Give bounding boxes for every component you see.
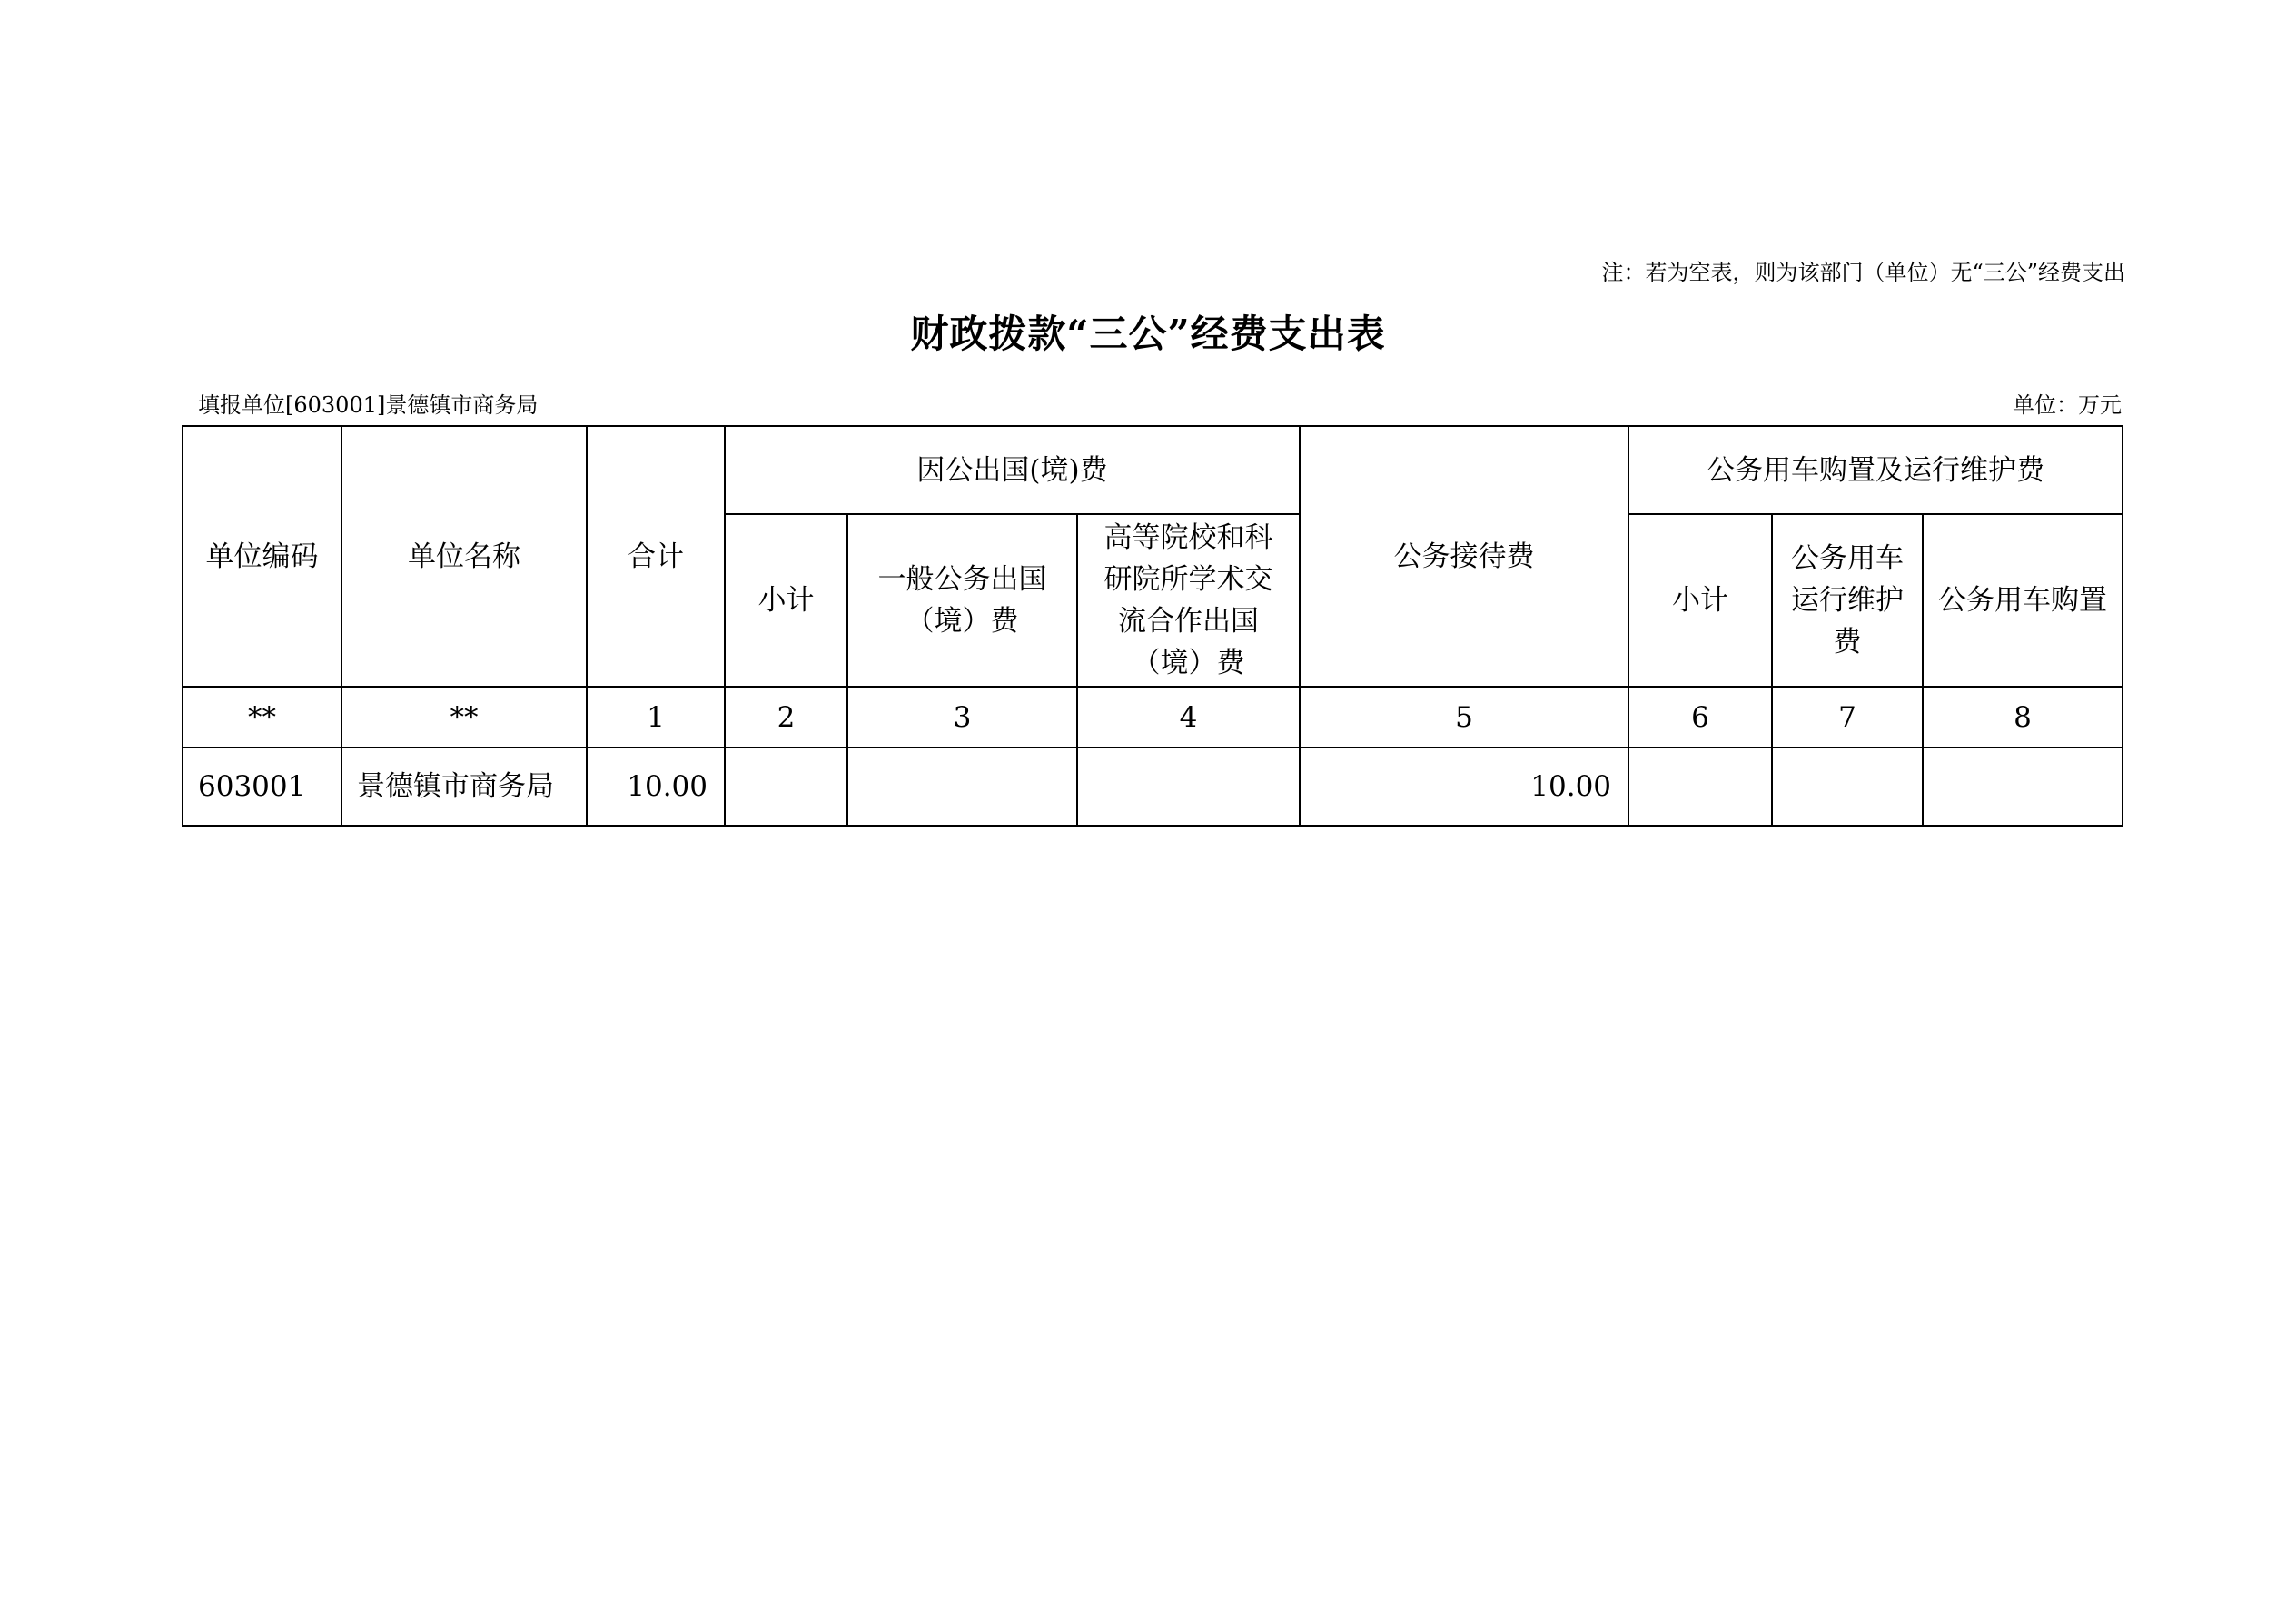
header-total: 合计: [587, 426, 725, 687]
index-cell: 3: [847, 687, 1077, 748]
header-abroad-subtotal: 小计: [725, 514, 847, 687]
index-cell: 5: [1300, 687, 1628, 748]
cell-total: 10.00: [587, 748, 725, 826]
cell-code: 603001: [183, 748, 341, 826]
expense-table: [182, 425, 2123, 827]
cell-reception: 10.00: [1300, 748, 1628, 826]
header-reception: 公务接待费: [1300, 426, 1628, 687]
cell-abroad-general: [847, 748, 1077, 826]
header-name: 单位名称: [341, 426, 587, 687]
index-cell: 7: [1772, 687, 1923, 748]
table-row: [183, 748, 2123, 826]
filling-unit: 填报单位[603001]景德镇市商务局: [198, 392, 539, 418]
index-cell: 2: [725, 687, 847, 748]
header-vehicle-subtotal: 小计: [1628, 514, 1772, 687]
empty-table-note: 注：若为空表，则为该部门（单位）无“三公”经费支出: [1601, 260, 2125, 285]
cell-vehicle-subtotal: [1628, 748, 1772, 826]
header-abroad-academic: 高等院校和科 研院所学术交 流合作出国 （境）费: [1077, 514, 1300, 687]
index-cell: 4: [1077, 687, 1300, 748]
header-vehicle-group: 公务用车购置及运行维护费: [1628, 426, 2123, 514]
header-abroad-group: 因公出国(境)费: [725, 426, 1300, 514]
header-row-1: [183, 426, 2123, 514]
page-title: 财政拨款“三公”经费支出表: [910, 312, 1386, 356]
index-row: [183, 687, 2123, 748]
cell-abroad-subtotal: [725, 748, 847, 826]
cell-vehicle-purchase: [1923, 748, 2123, 826]
index-cell: **: [183, 687, 341, 748]
currency-unit: 单位：万元: [2013, 392, 2122, 418]
cell-abroad-academic: [1077, 748, 1300, 826]
header-vehicle-operation: 公务用车 运行维护 费: [1772, 514, 1923, 687]
index-cell: 1: [587, 687, 725, 748]
index-cell: 6: [1628, 687, 1772, 748]
header-vehicle-purchase: 公务用车购置: [1923, 514, 2123, 687]
header-code: 单位编码: [183, 426, 341, 687]
index-cell: 8: [1923, 687, 2123, 748]
index-cell: **: [341, 687, 587, 748]
cell-name: 景德镇市商务局: [341, 748, 587, 826]
cell-vehicle-operation: [1772, 748, 1923, 826]
header-abroad-general: 一般公务出国 （境）费: [847, 514, 1077, 687]
